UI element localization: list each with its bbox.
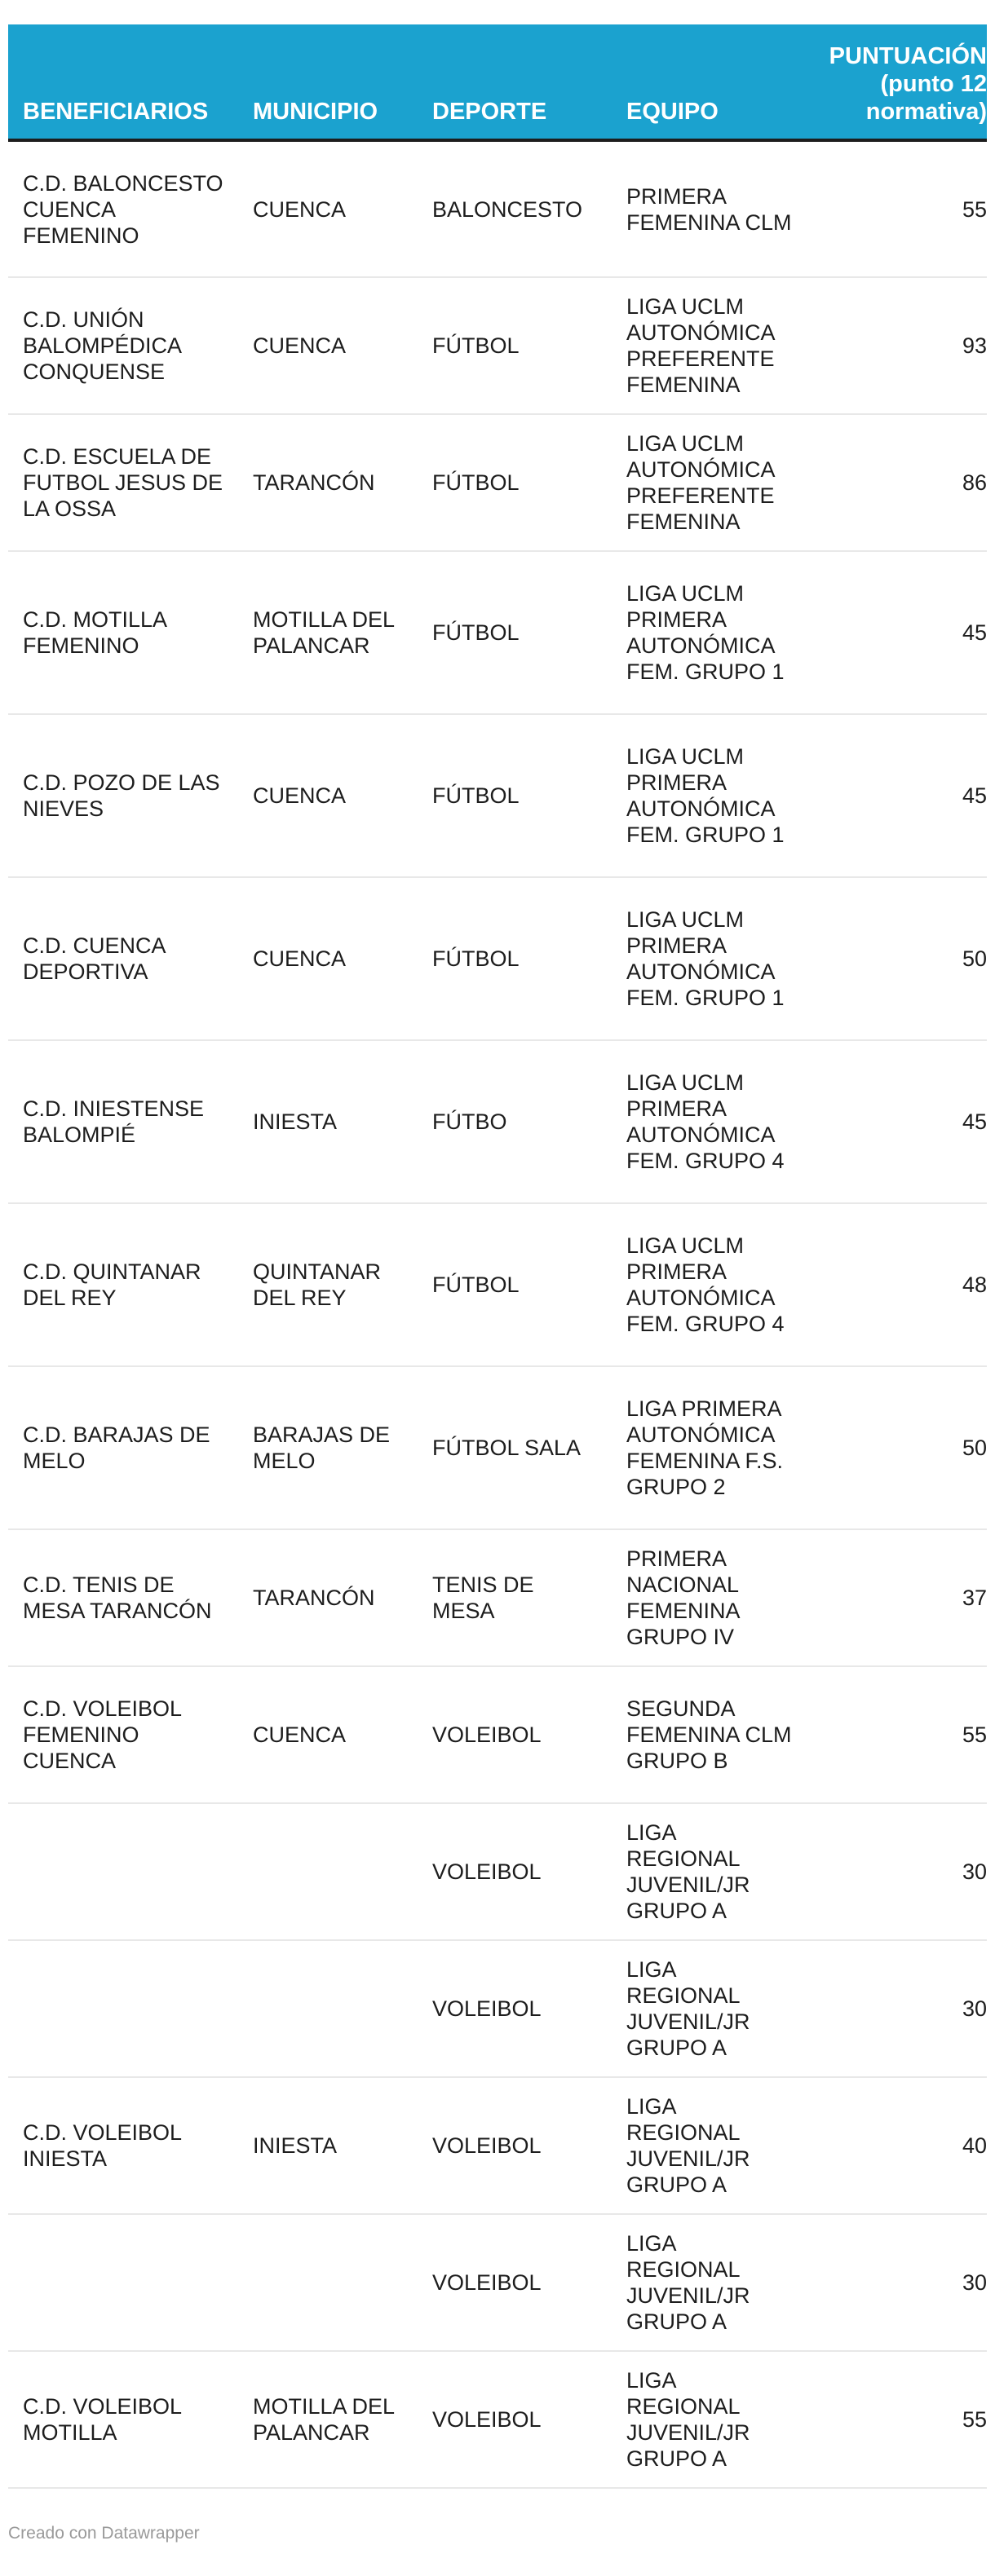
cell-municipio: INIESTA <box>238 2077 418 2214</box>
cell-beneficiario: C.D. BALONCESTO CUENCA FEMENINO <box>8 140 238 277</box>
cell-puntuacion: 48 <box>807 1203 987 1366</box>
cell-equipo: LIGA UCLM AUTONÓMICA PREFERENTE FEMENINA <box>612 277 807 414</box>
cell-beneficiario: C.D. QUINTANAR DEL REY <box>8 1203 238 1366</box>
cell-municipio: INIESTA <box>238 1040 418 1203</box>
beneficiaries-table <box>8 24 987 2489</box>
cell-deporte: FÚTBOL <box>418 877 612 1040</box>
cell-equipo: PRIMERA FEMENINA CLM <box>612 140 807 277</box>
header-row <box>8 24 987 140</box>
cell-deporte: FÚTBOL SALA <box>418 1366 612 1529</box>
table-row <box>8 877 987 1040</box>
cell-beneficiario: C.D. BARAJAS DE MELO <box>8 1366 238 1529</box>
table-row <box>8 140 987 277</box>
cell-beneficiario: C.D. ESCUELA DE FUTBOL JESUS DE LA OSSA <box>8 414 238 551</box>
table-row <box>8 414 987 551</box>
cell-deporte: FÚTBO <box>418 1040 612 1203</box>
cell-puntuacion: 45 <box>807 714 987 877</box>
cell-beneficiario: C.D. VOLEIBOL MOTILLA <box>8 2351 238 2488</box>
cell-beneficiario: C.D. VOLEIBOL INIESTA <box>8 2077 238 2214</box>
cell-municipio: CUENCA <box>238 1666 418 1803</box>
cell-deporte: FÚTBOL <box>418 551 612 714</box>
cell-municipio: CUENCA <box>238 877 418 1040</box>
cell-equipo: LIGA UCLM AUTONÓMICA PREFERENTE FEMENINA <box>612 414 807 551</box>
cell-deporte: FÚTBOL <box>418 714 612 877</box>
cell-municipio <box>238 1803 418 1940</box>
cell-puntuacion: 50 <box>807 1366 987 1529</box>
cell-beneficiario: C.D. VOLEIBOL FEMENINO CUENCA <box>8 1666 238 1803</box>
cell-municipio: MOTILLA DEL PALANCAR <box>238 551 418 714</box>
cell-municipio: TARANCÓN <box>238 1529 418 1666</box>
table-row <box>8 277 987 414</box>
cell-equipo: LIGA REGIONAL JUVENIL/JR GRUPO A <box>612 1803 807 1940</box>
table-row <box>8 1040 987 1203</box>
cell-deporte: FÚTBOL <box>418 277 612 414</box>
cell-deporte: VOLEIBOL <box>418 2077 612 2214</box>
cell-puntuacion: 30 <box>807 1803 987 1940</box>
header-deporte[interactable]: DEPORTE <box>418 24 612 140</box>
cell-equipo: SEGUNDA FEMENINA CLM GRUPO B <box>612 1666 807 1803</box>
cell-equipo: LIGA UCLM PRIMERA AUTONÓMICA FEM. GRUPO 1 <box>612 714 807 877</box>
cell-equipo: LIGA REGIONAL JUVENIL/JR GRUPO A <box>612 1940 807 2077</box>
cell-deporte: FÚTBOL <box>418 1203 612 1366</box>
cell-beneficiario: C.D. INIESTENSE BALOMPIÉ <box>8 1040 238 1203</box>
table-row <box>8 714 987 877</box>
cell-puntuacion: 45 <box>807 1040 987 1203</box>
cell-puntuacion: 30 <box>807 2214 987 2351</box>
cell-municipio: BARAJAS DE MELO <box>238 1366 418 1529</box>
table-row <box>8 2077 987 2214</box>
cell-municipio <box>238 2214 418 2351</box>
cell-municipio: CUENCA <box>238 714 418 877</box>
cell-municipio: CUENCA <box>238 277 418 414</box>
cell-equipo: LIGA REGIONAL JUVENIL/JR GRUPO A <box>612 2351 807 2488</box>
table-row <box>8 2351 987 2488</box>
cell-beneficiario: C.D. MOTILLA FEMENINO <box>8 551 238 714</box>
cell-deporte: VOLEIBOL <box>418 2351 612 2488</box>
cell-deporte: TENIS DE MESA <box>418 1529 612 1666</box>
table-row <box>8 1366 987 1529</box>
cell-municipio: QUINTANAR DEL REY <box>238 1203 418 1366</box>
table-row <box>8 2214 987 2351</box>
cell-beneficiario <box>8 2214 238 2351</box>
cell-beneficiario: C.D. CUENCA DEPORTIVA <box>8 877 238 1040</box>
cell-beneficiario: C.D. POZO DE LAS NIEVES <box>8 714 238 877</box>
cell-equipo: LIGA UCLM PRIMERA AUTONÓMICA FEM. GRUPO 1 <box>612 551 807 714</box>
cell-equipo: LIGA UCLM PRIMERA AUTONÓMICA FEM. GRUPO 4 <box>612 1040 807 1203</box>
table-row <box>8 1940 987 2077</box>
table-row <box>8 1203 987 1366</box>
table-body <box>8 140 987 2488</box>
table-row <box>8 1803 987 1940</box>
cell-deporte: VOLEIBOL <box>418 2214 612 2351</box>
cell-equipo: LIGA REGIONAL JUVENIL/JR GRUPO A <box>612 2214 807 2351</box>
cell-puntuacion: 55 <box>807 140 987 277</box>
cell-equipo: LIGA UCLM PRIMERA AUTONÓMICA FEM. GRUPO 1 <box>612 877 807 1040</box>
table-row <box>8 551 987 714</box>
cell-puntuacion: 30 <box>807 1940 987 2077</box>
cell-equipo: LIGA PRIMERA AUTONÓMICA FEMENINA F.S. GRUPO 2 <box>612 1366 807 1529</box>
cell-puntuacion: 45 <box>807 551 987 714</box>
header-puntuacion-line3: normativa) <box>865 99 987 125</box>
header-puntuacion-line1: PUNTUACIÓN <box>829 43 987 69</box>
cell-deporte: FÚTBOL <box>418 414 612 551</box>
cell-puntuacion: 37 <box>807 1529 987 1666</box>
cell-puntuacion: 93 <box>807 277 987 414</box>
table-row <box>8 1529 987 1666</box>
table-row <box>8 1666 987 1803</box>
cell-municipio <box>238 1940 418 2077</box>
table-container <box>8 0 987 2543</box>
cell-beneficiario <box>8 1803 238 1940</box>
table-header <box>8 24 987 140</box>
cell-municipio: CUENCA <box>238 140 418 277</box>
cell-municipio: MOTILLA DEL PALANCAR <box>238 2351 418 2488</box>
datawrapper-credit: Creado con Datawrapper <box>8 2524 200 2543</box>
header-municipio[interactable]: MUNICIPIO <box>238 24 418 140</box>
cell-puntuacion: 50 <box>807 877 987 1040</box>
cell-deporte: VOLEIBOL <box>418 1666 612 1803</box>
header-equipo[interactable]: EQUIPO <box>612 24 807 140</box>
cell-beneficiario <box>8 1940 238 2077</box>
cell-puntuacion: 55 <box>807 1666 987 1803</box>
cell-puntuacion: 55 <box>807 2351 987 2488</box>
cell-beneficiario: C.D. TENIS DE MESA TARANCÓN <box>8 1529 238 1666</box>
cell-equipo: LIGA UCLM PRIMERA AUTONÓMICA FEM. GRUPO 4 <box>612 1203 807 1366</box>
cell-deporte: VOLEIBOL <box>418 1803 612 1940</box>
cell-equipo: PRIMERA NACIONAL FEMENINA GRUPO IV <box>612 1529 807 1666</box>
header-puntuacion[interactable] <box>807 24 987 140</box>
cell-municipio: TARANCÓN <box>238 414 418 551</box>
cell-deporte: BALONCESTO <box>418 140 612 277</box>
cell-deporte: VOLEIBOL <box>418 1940 612 2077</box>
cell-equipo: LIGA REGIONAL JUVENIL/JR GRUPO A <box>612 2077 807 2214</box>
cell-beneficiario: C.D. UNIÓN BALOMPÉDICA CONQUENSE <box>8 277 238 414</box>
cell-puntuacion: 40 <box>807 2077 987 2214</box>
header-puntuacion-line2: (punto 12 <box>880 71 987 97</box>
cell-puntuacion: 86 <box>807 414 987 551</box>
header-beneficiarios[interactable]: BENEFICIARIOS <box>8 24 238 140</box>
